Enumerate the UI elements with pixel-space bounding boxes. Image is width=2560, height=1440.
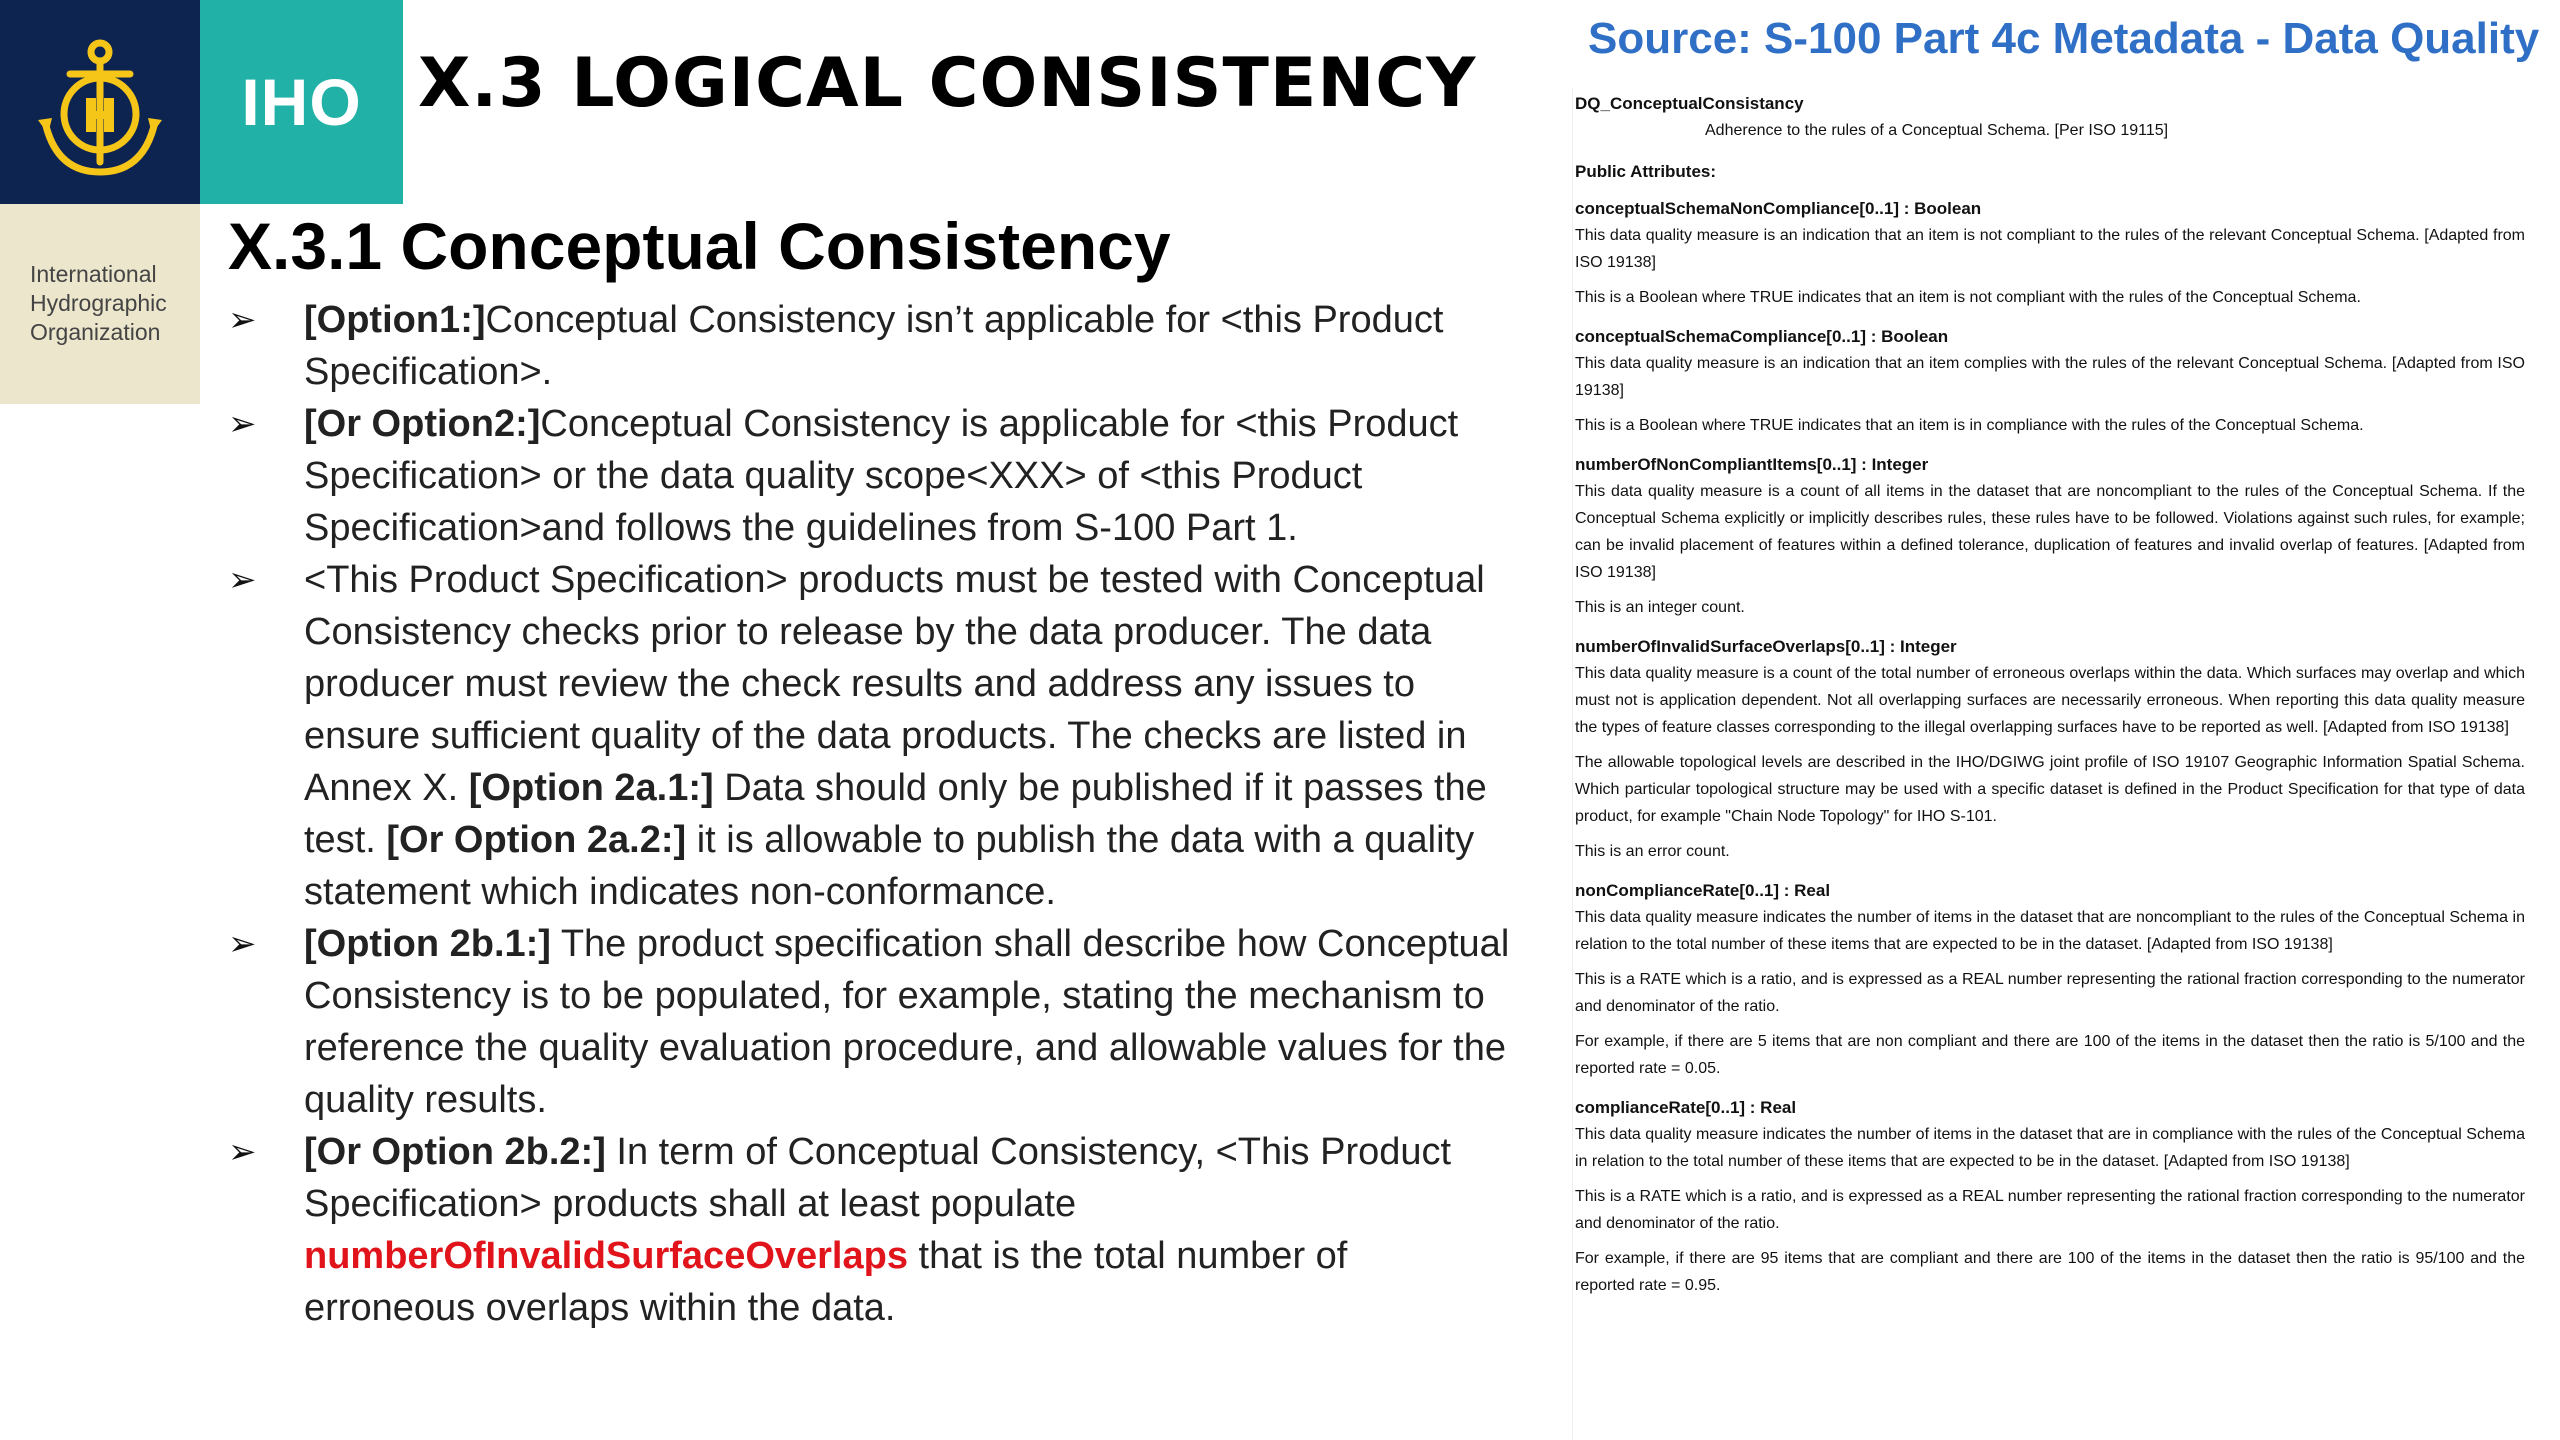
attribute-note: The allowable topological levels are described in the IHO/DGIWG joint profile of ISO 19107 Geographic Information Spatial Schema. Which particular topological structure may be used with a specific dataset is defined in the Product Specification for that type of data product, for example "Chain Node Topology" for IHO S-101. (1575, 754, 2525, 825)
attribute-entry (1575, 451, 2525, 621)
attribute-name: numberOfInvalidSurfaceOverlaps[0..1] : Integer (1575, 637, 1957, 656)
attribute-description: This data quality measure is an indication that an item is not compliant to the rules of the relevant Conceptual Schema. [Adapted from ISO 19138] (1575, 227, 2525, 271)
iho-label-panel (200, 0, 403, 204)
attribute-entry (1575, 1094, 2525, 1299)
organization-name (30, 260, 167, 347)
org-line: International (30, 261, 157, 287)
bullet-list (228, 294, 1518, 1334)
class-name: DQ_ConceptualConsistancy (1575, 94, 1804, 113)
attribute-entry (1575, 195, 2525, 311)
bullet-item (228, 398, 1518, 554)
arrowhead-bullet-icon: ➢ (228, 561, 257, 599)
attribute-description: This data quality measure indicates the number of items in the dataset that are in compliance with the rules of the Conceptual Schema in relation to the total number of these items that are expected to be in the dataset. [Adapted from ISO 19138] (1575, 1126, 2525, 1170)
attribute-note: For example, if there are 5 items that are non compliant and there are 100 of the items in the dataset then the ratio is 5/100 and the reported rate = 0.05. (1575, 1033, 2525, 1077)
iho-logo-panel (0, 0, 200, 204)
attribute-name: complianceRate[0..1] : Real (1575, 1098, 1797, 1117)
bullet-item (228, 918, 1518, 1126)
organization-panel (0, 204, 200, 404)
bullet-item (228, 554, 1518, 918)
option-label: [Or Option 2b.2:] (304, 1131, 606, 1173)
bullet-text: Conceptual Consistency isn’t applicable for <this Product Specification>. (304, 299, 1444, 393)
option-label: [Or Option2:] (304, 403, 541, 445)
attribute-description: This data quality measure indicates the number of items in the dataset that are noncompliant to the rules of the Conceptual Schema in relation to the total number of these items that are expected to be in the dataset. [Adapted from ISO 19138] (1575, 909, 2525, 953)
attribute-note: This is a Boolean where TRUE indicates that an item is not compliant with the rules of the Conceptual Schema. (1575, 289, 2361, 306)
arrowhead-bullet-icon: ➢ (228, 925, 257, 963)
arrowhead-bullet-icon: ➢ (228, 1133, 257, 1171)
document-body (1575, 90, 2525, 1311)
option-label: [Option 2b.1:] (304, 923, 551, 965)
highlighted-term: numberOfInvalidSurfaceOverlaps (304, 1235, 908, 1277)
option-label: [Or Option 2a.2:] (386, 819, 687, 861)
attribute-list (1575, 195, 2525, 1299)
org-line: Organization (30, 319, 161, 345)
bullet-text: Conceptual Consistency is applicable for <this Product Specification> or the data quality scope<XXX> of <this Product Specification>and follows the guidelines from S-100 Part 1. (304, 403, 1459, 549)
attribute-description: This data quality measure is an indication that an item complies with the rules of the relevant Conceptual Schema. [Adapted from ISO 19138] (1575, 355, 2525, 399)
bullet-item (228, 294, 1518, 398)
attribute-note: This is a RATE which is a ratio, and is expressed as a REAL number representing the rational fraction corresponding to the numerator and denominator of the ratio. (1575, 1188, 2525, 1232)
bullet-item (228, 1126, 1518, 1334)
attribute-note: This is an integer count. (1575, 599, 1745, 616)
option-label: [Option 2a.1:] (468, 767, 714, 809)
public-attributes-label: Public Attributes: (1575, 162, 1717, 181)
attribute-name: conceptualSchemaNonCompliance[0..1] : Boolean (1575, 199, 1982, 218)
iho-anchor-emblem-icon (18, 22, 182, 186)
attribute-note: This is a Boolean where TRUE indicates that an item is in compliance with the rules of the Conceptual Schema. (1575, 417, 2364, 434)
attribute-name: conceptualSchemaCompliance[0..1] : Boolean (1575, 327, 1949, 346)
attribute-description: This data quality measure is a count of all items in the dataset that are noncompliant to the rules of the Conceptual Schema. If the Conceptual Schema explicitly or implicitly describes rules, these rules have to be followed. Violations against such rules, for example; can be invalid placement of features within a defined tolerance, duplication of features and invalid overlap of features. [Adapted from ISO 19138] (1575, 483, 2525, 581)
section-title: X.3.1 Conceptual Consistency (228, 209, 1171, 283)
bullet-text: In term of Conceptual Consistency, <This Product Specification> products shall at least populate (304, 1131, 1452, 1225)
bullet-text: <This Product Specification> products must be tested with Conceptual Consistency checks prior to release by the data producer. The data producer must review the check results and address any issues to ensure sufficient quality of the data products. The checks are listed in Annex X. (304, 559, 1485, 809)
iho-label: IHO (241, 65, 362, 139)
attribute-entry (1575, 323, 2525, 439)
attribute-note: For example, if there are 95 items that are compliant and there are 100 of the items in the dataset then the ratio is 95/100 and the reported rate = 0.95. (1575, 1250, 2525, 1294)
attribute-note: This is an error count. (1575, 843, 1730, 860)
slide-title: X.3 LOGICAL CONSISTENCY (418, 44, 1477, 123)
bullet-text: that is the total number of erroneous overlaps within the data. (304, 1235, 1348, 1329)
class-description: Adherence to the rules of a Conceptual Schema. [Per ISO 19115] (1705, 122, 2169, 139)
arrowhead-bullet-icon: ➢ (228, 405, 257, 443)
bullet-text: The product specification shall describe how Conceptual Consistency is to be populated, for example, stating the mechanism to reference the quality evaluation procedure, and allowable values for the quality results. (304, 923, 1510, 1121)
attribute-name: nonComplianceRate[0..1] : Real (1575, 881, 1831, 900)
source-document-excerpt (1572, 88, 2533, 1440)
attribute-entry (1575, 877, 2525, 1082)
attribute-entry (1575, 633, 2525, 865)
arrowhead-bullet-icon: ➢ (228, 301, 257, 339)
bullet-text: Data should only be published if it passes the test. (304, 767, 1487, 861)
org-line: Hydrographic (30, 290, 167, 316)
source-title: Source: S-100 Part 4c Metadata - Data Quality (1588, 14, 2540, 63)
attribute-note: This is a RATE which is a ratio, and is expressed as a REAL number representing the rational fraction corresponding to the numerator and denominator of the ratio. (1575, 971, 2525, 1015)
bullet-text: it is allowable to publish the data with a quality statement which indicates non-conformance. (304, 819, 1475, 913)
attribute-name: numberOfNonCompliantItems[0..1] : Integer (1575, 455, 1929, 474)
option-label: [Option1:] (304, 299, 486, 341)
attribute-description: This data quality measure is a count of the total number of erroneous overlaps within the data. Which surfaces may overlap and which must not is application dependent. Not all overlapping surfaces are necessarily erroneous. When reporting this data quality measure the types of feature classes corresponding to the illegal overlapping surfaces have to be reported as well. [Adapted from ISO 19138] (1575, 665, 2525, 736)
